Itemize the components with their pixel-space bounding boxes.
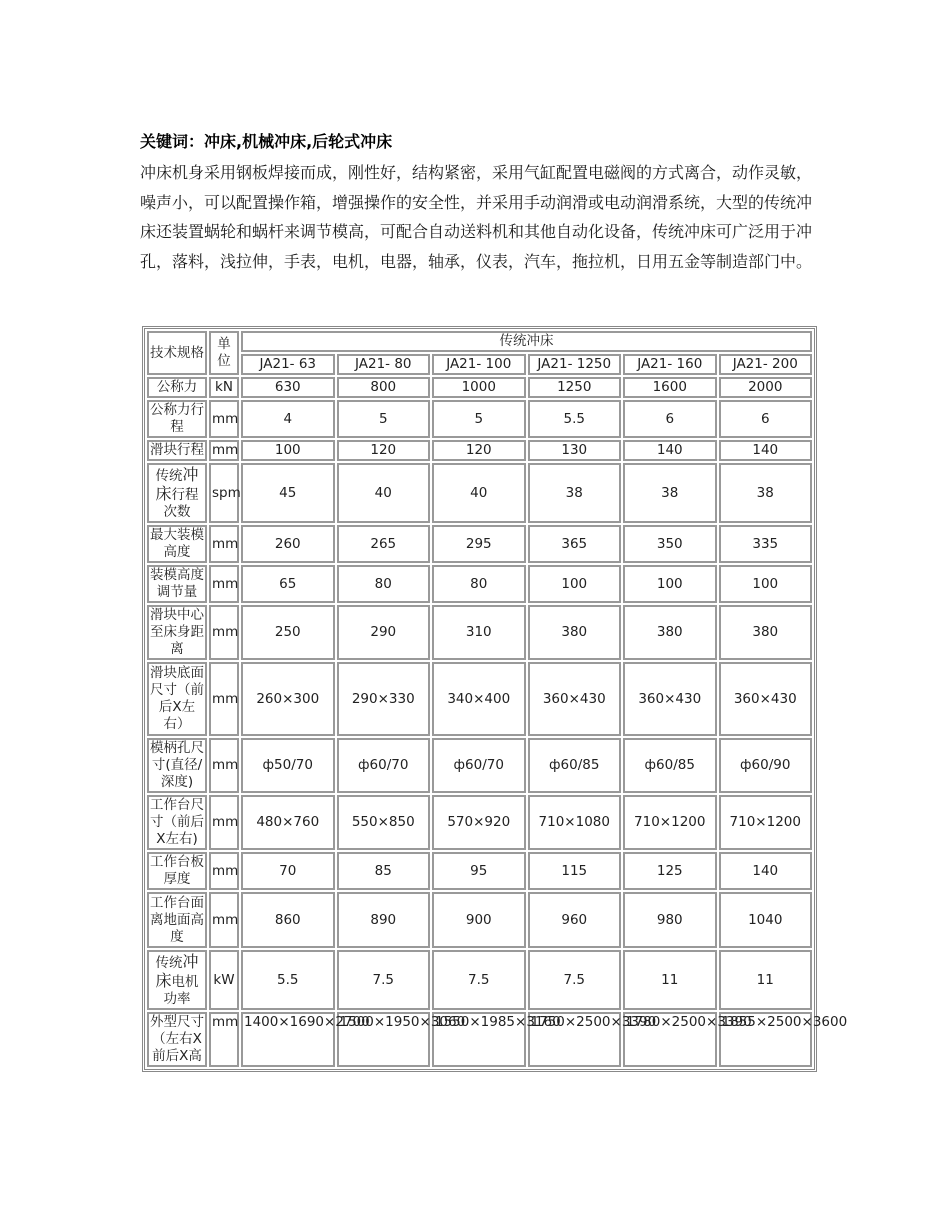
value-cell: 38: [623, 463, 717, 523]
table-row: [147, 605, 812, 660]
row-unit: mm: [209, 662, 239, 736]
value-cell: 11: [623, 950, 717, 1010]
value-cell: 5: [432, 400, 526, 438]
value-cell: 1750×2500×3390: [528, 1012, 622, 1067]
row-label: 工作台面离地面高度: [147, 892, 207, 948]
value-cell: 290: [337, 605, 431, 660]
value-cell: 360×430: [719, 662, 813, 736]
value-cell: 6: [623, 400, 717, 438]
value-cell: 45: [241, 463, 335, 523]
value-cell: 140: [719, 440, 813, 461]
row-unit: mm: [209, 525, 239, 563]
table-header-row: [147, 331, 812, 352]
row-label: 工作台尺寸（前后X左右): [147, 795, 207, 850]
table-row: [147, 795, 812, 850]
value-cell: 130: [528, 440, 622, 461]
value-cell: 480×760: [241, 795, 335, 850]
keywords-line: 关键词：冲床,机械冲床,后轮式冲床: [140, 132, 393, 151]
label-post: 电机功率: [163, 973, 199, 1007]
model-header: JA21- 100: [432, 354, 526, 375]
value-cell: 250: [241, 605, 335, 660]
value-cell: 100: [719, 565, 813, 603]
row-label: 装模高度调节量: [147, 565, 207, 603]
value-cell: ф50/70: [241, 738, 335, 793]
row-unit: mm: [209, 440, 239, 461]
table-model-row: [147, 354, 812, 375]
value-cell: 360×430: [528, 662, 622, 736]
table-row: [147, 565, 812, 603]
label-pre: 传统: [155, 467, 183, 484]
row-unit: mm: [209, 400, 239, 438]
value-cell: 310: [432, 605, 526, 660]
row-label: 最大装模高度: [147, 525, 207, 563]
row-label: 模柄孔尺寸(直径/深度): [147, 738, 207, 793]
label-emph: 床: [155, 970, 172, 990]
value-cell: 7.5: [432, 950, 526, 1010]
value-cell: 1250: [528, 377, 622, 398]
value-cell: 380: [623, 605, 717, 660]
value-cell: 80: [432, 565, 526, 603]
value-cell: ф60/90: [719, 738, 813, 793]
table-row: [147, 852, 812, 890]
row-unit: mm: [209, 565, 239, 603]
row-unit: spm: [209, 463, 239, 523]
value-cell: 800: [337, 377, 431, 398]
table-row: [147, 525, 812, 563]
row-label: [147, 463, 207, 523]
value-cell: 1000: [432, 377, 526, 398]
value-cell: 265: [337, 525, 431, 563]
group-title-pre: 传统: [499, 333, 527, 349]
value-cell: 1600: [623, 377, 717, 398]
value-cell: ф60/85: [623, 738, 717, 793]
value-cell: 1040: [719, 892, 813, 948]
value-cell: 95: [432, 852, 526, 890]
value-cell: 38: [719, 463, 813, 523]
document-body: [140, 128, 820, 276]
table-row: [147, 463, 812, 523]
row-unit: mm: [209, 795, 239, 850]
row-unit: kW: [209, 950, 239, 1010]
row-label: 外型尺寸（左右X前后X高: [147, 1012, 207, 1067]
intro-paragraph: 冲床机身采用钢板焊接而成，刚性好，结构紧密，采用气缸配置电磁阀的方式离合，动作灵敏，噪声小，可以配置操作箱，增强操作的安全性，并采用手动润滑或电动润滑系统，大型的传统冲床还装置蜗轮和蜗杆来调节模高，可配合自动送料机和其他自动化设备，传统冲床可广泛用于冲孔，落料，浅拉伸，手表，电机，电器，轴承，仪表，汽车，拖拉机，日用五金等制造部门中。: [140, 163, 813, 271]
value-cell: 40: [337, 463, 431, 523]
label-emph: 冲: [182, 951, 199, 971]
value-cell: 860: [241, 892, 335, 948]
row-unit: mm: [209, 1012, 239, 1067]
value-cell: 980: [623, 892, 717, 948]
table-row: [147, 950, 812, 1010]
model-header: JA21- 1250: [528, 354, 622, 375]
model-header: JA21- 160: [623, 354, 717, 375]
value-cell: 710×1200: [719, 795, 813, 850]
value-cell: 295: [432, 525, 526, 563]
label-emph: 床: [155, 483, 172, 503]
value-cell: 100: [623, 565, 717, 603]
row-label: 公称力行程: [147, 400, 207, 438]
value-cell: 365: [528, 525, 622, 563]
value-cell: 340×400: [432, 662, 526, 736]
value-cell: 380: [719, 605, 813, 660]
row-unit: mm: [209, 892, 239, 948]
value-cell: 70: [241, 852, 335, 890]
value-cell: 350: [623, 525, 717, 563]
value-cell: ф60/85: [528, 738, 622, 793]
value-cell: 5.5: [528, 400, 622, 438]
model-header: JA21- 80: [337, 354, 431, 375]
label-emph: 冲: [182, 464, 199, 484]
row-unit: kN: [209, 377, 239, 398]
row-unit: mm: [209, 605, 239, 660]
table-row: [147, 738, 812, 793]
header-spec-cell: 技术规格: [147, 331, 207, 375]
value-cell: 380: [528, 605, 622, 660]
label-pre: 传统: [155, 954, 183, 971]
row-unit: mm: [209, 852, 239, 890]
group-title-main: 冲床: [526, 333, 554, 349]
value-cell: 140: [623, 440, 717, 461]
value-cell: 80: [337, 565, 431, 603]
value-cell: 630: [241, 377, 335, 398]
table-row: [147, 662, 812, 736]
value-cell: 900: [432, 892, 526, 948]
header-group-cell: [241, 331, 812, 352]
value-cell: 1550×1985×3160: [432, 1012, 526, 1067]
value-cell: 360×430: [623, 662, 717, 736]
value-cell: 260: [241, 525, 335, 563]
value-cell: 115: [528, 852, 622, 890]
value-cell: 710×1200: [623, 795, 717, 850]
table-row: [147, 892, 812, 948]
table-row: [147, 440, 812, 461]
value-cell: 140: [719, 852, 813, 890]
table-row: [147, 1012, 812, 1067]
value-cell: 1400×1690×2700: [241, 1012, 335, 1067]
value-cell: 65: [241, 565, 335, 603]
value-cell: 290×330: [337, 662, 431, 736]
value-cell: 570×920: [432, 795, 526, 850]
row-label: 工作台板厚度: [147, 852, 207, 890]
value-cell: ф60/70: [337, 738, 431, 793]
model-header: JA21- 63: [241, 354, 335, 375]
value-cell: 260×300: [241, 662, 335, 736]
value-cell: 890: [337, 892, 431, 948]
label-post: 行程次数: [163, 486, 199, 520]
value-cell: ф60/70: [432, 738, 526, 793]
header-unit-cell: 单位: [209, 331, 239, 375]
row-label: 滑块底面尺寸（前后X左右）: [147, 662, 207, 736]
value-cell: 40: [432, 463, 526, 523]
row-label: 公称力: [147, 377, 207, 398]
value-cell: 1500×1950×3060: [337, 1012, 431, 1067]
value-cell: 38: [528, 463, 622, 523]
value-cell: 100: [528, 565, 622, 603]
value-cell: 6: [719, 400, 813, 438]
value-cell: 100: [241, 440, 335, 461]
model-header: JA21- 200: [719, 354, 813, 375]
value-cell: 335: [719, 525, 813, 563]
value-cell: 4: [241, 400, 335, 438]
row-unit: mm: [209, 738, 239, 793]
value-cell: 5: [337, 400, 431, 438]
value-cell: 550×850: [337, 795, 431, 850]
value-cell: 5.5: [241, 950, 335, 1010]
table-row: [147, 400, 812, 438]
row-label: [147, 950, 207, 1010]
value-cell: 2000: [719, 377, 813, 398]
spec-table: [142, 326, 848, 1072]
row-label: 滑块行程: [147, 440, 207, 461]
value-cell: 7.5: [337, 950, 431, 1010]
value-cell: 960: [528, 892, 622, 948]
table-row: [147, 377, 812, 398]
value-cell: 120: [432, 440, 526, 461]
value-cell: 125: [623, 852, 717, 890]
value-cell: 1780×2500×3390: [623, 1012, 717, 1067]
value-cell: 7.5: [528, 950, 622, 1010]
value-cell: 710×1080: [528, 795, 622, 850]
value-cell: 11: [719, 950, 813, 1010]
value-cell: 120: [337, 440, 431, 461]
row-label: 滑块中心至床身距离: [147, 605, 207, 660]
value-cell: 1855×2500×3600: [719, 1012, 813, 1067]
value-cell: 85: [337, 852, 431, 890]
